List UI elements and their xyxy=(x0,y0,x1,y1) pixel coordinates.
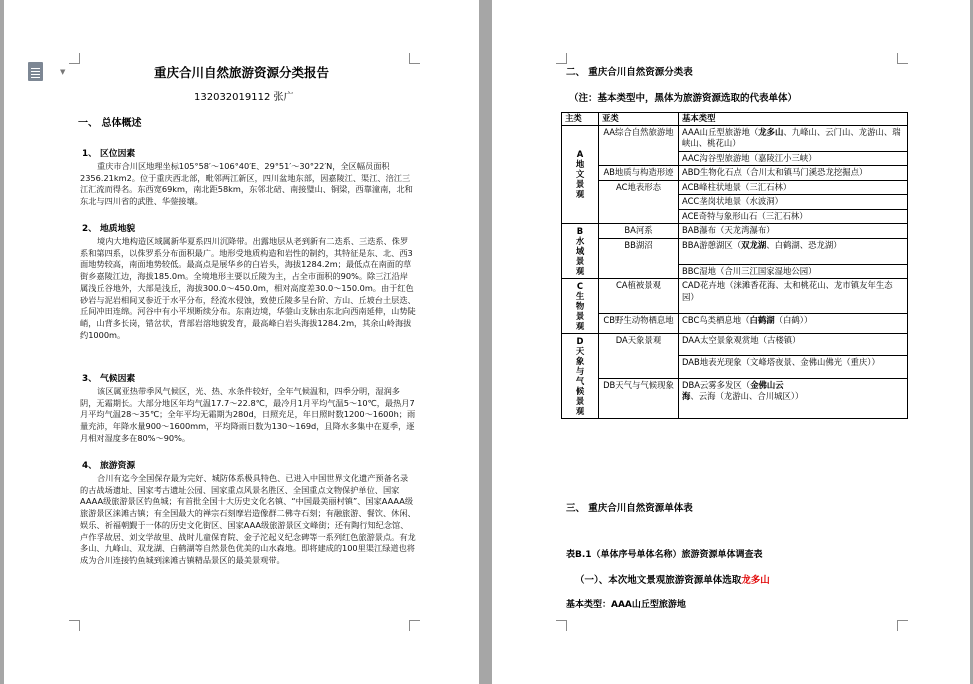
document-page-right xyxy=(492,0,970,684)
subsection-a-heading xyxy=(575,576,770,586)
basic-type-text: 双龙湖 xyxy=(741,239,767,250)
subcategory-cell: BA河系 xyxy=(599,224,679,239)
table-row xyxy=(562,314,908,334)
subcategory-cell: AB地质与构造形迹 xyxy=(599,166,679,181)
sub4-heading: 4、 旅游资源 xyxy=(82,461,136,471)
sub4-paragraph: 合川有迄今全国保存最为完好、城防体系极具特色、已进入中国世界文化遗产预备名录的古战场遗址、国家考古遗址公园、国家重点风景名胜区、全国重点文物保护单位、国家AAAA级旅游景区钓鱼城；有首批全国十大历史文化名镇、“中国最美丽村镇”、国家AAAA级旅游景区涞滩古镇；有全国最大的禅宗石刻摩岩造像群二佛寺石刻；有融旅游、餐饮、休闲、娱乐、祈福朝觐于一体的历史文化街区、国家AAA级旅游景区文峰街；还有陶行知纪念馆、卢作孚故居、刘文学故里、战时儿童保育院、金子沱起义纪念碑等一系列红色旅游景点。有龙多山、九峰山、双龙湖、白鹤湖等自然景色优美的山水森地。即将建成的100里渠江绿道也将成为合川连接钓鱼城到涞滩古镇精品景区的最美景观带。 xyxy=(80,473,416,565)
basic-type-text: ACE奇特与象形山石（三汇石林） xyxy=(682,210,808,221)
basic-type-cell xyxy=(679,378,908,418)
basic-type-text: ABD生物化石点（合川太和镇马门溪恐龙挖掘点） xyxy=(682,167,868,177)
table-header-cell: 基本类型 xyxy=(679,113,908,126)
crop-mark xyxy=(409,620,420,631)
subcategory-cell: CB野生动物栖息地 xyxy=(599,314,679,334)
table-header-cell: 主类 xyxy=(562,113,599,126)
crop-mark xyxy=(556,620,567,631)
document-title: 重庆合川自然旅游资源分类报告 xyxy=(154,65,330,80)
table-row xyxy=(562,238,908,264)
major-category-cell: B 水 域 景 观 xyxy=(562,224,599,279)
sub1-paragraph: 重庆市合川区地理坐标105°58′～106°40′E、29°51′～30°22′N，全区幅员面积2356.21km2。位于重庆西北部，毗邻两江新区，四川盆地东部，因嘉陵江、渠江、涪江三江汇流而得名。东西宽69km，南北距58km，东邻北碚、南接璧山、铜梁，西靠潼南，北和东北与四川省的武胜、华蓥接壤。 xyxy=(80,161,413,207)
section1-heading: 一、 总体概述 xyxy=(78,118,142,129)
subcategory-cell: BB湖沼 xyxy=(599,238,679,279)
basic-type-text: 、白鹤湖、恐龙湖） xyxy=(766,239,842,250)
table-header-cell: 亚类 xyxy=(599,113,679,126)
sub1-heading: 1、 区位因素 xyxy=(82,149,136,159)
basic-type-cell xyxy=(679,356,908,378)
subsection-a-prefix: （一）、本次地文景观旅游资源单体选取 xyxy=(575,575,742,586)
basic-type-cell xyxy=(679,224,908,239)
basic-type-text: 白鹤湖 xyxy=(749,315,775,326)
basic-type-cell xyxy=(679,151,908,166)
basic-type-cell xyxy=(679,180,908,195)
basic-type-text: 金佛山云海 xyxy=(682,379,784,402)
crop-mark xyxy=(409,53,420,64)
subcategory-cell: AC地表形态 xyxy=(599,180,679,224)
basic-type-cell xyxy=(679,209,908,224)
basic-type-text: ACB峰柱状地景（三汇石林） xyxy=(682,181,792,192)
basic-type-cell xyxy=(679,279,908,314)
crop-mark xyxy=(897,53,908,64)
basic-type-text: CBC鸟类栖息地（ xyxy=(682,315,750,326)
basic-type-text: BAB瀑布（天龙湾瀑布） xyxy=(682,225,775,235)
basic-type-cell xyxy=(679,264,908,279)
section3-heading: 三、 重庆合川自然资源单体表 xyxy=(566,503,693,514)
basic-type-text: CAD花卉地（涞滩香花海、太和桃花山、龙市镇友年生态园） xyxy=(682,280,893,302)
chevron-down-icon[interactable]: ▼ xyxy=(60,68,66,76)
basic-type-cell xyxy=(679,314,908,334)
crop-mark xyxy=(556,53,567,64)
subcategory-cell: DA天象景观 xyxy=(599,334,679,379)
basic-type-text: ACC垄岗状地景（水波洞） xyxy=(682,196,784,206)
document-icon[interactable] xyxy=(28,62,43,81)
major-category-cell: A 地 文 景 观 xyxy=(562,125,599,224)
basic-type-text: 、九峰山、云门山、龙游山、瑞峡山、桃花山） xyxy=(682,126,901,148)
table-row xyxy=(562,224,908,239)
basic-type-text: DAA太空景象观赏地（古楼镇） xyxy=(682,335,801,345)
crop-mark xyxy=(897,620,908,631)
table-row xyxy=(562,279,908,314)
sub3-paragraph: 该区属亚热带季风气候区，光、热、水条件较好，全年气候温和，四季分明，湿润多阴，无霜期长。大部分地区年均气温17.7～22.8℃，最冷月1月平均气温5～10℃，最热月7月平均气温28～35℃；全年平均无霜期为280d，日照充足，年日照时数1200～1600h；雨量充沛，年降水量900～1600mm，平均降雨日数为130～169d，且降水多集中在夏季，逐月相对湿度多在80%～90%。 xyxy=(80,386,416,443)
basic-type-text: BBC湿地（合川三江国家湿地公园） xyxy=(682,265,817,276)
basic-type-text: AAA山丘型旅游地（ xyxy=(682,126,759,137)
basic-type-cell xyxy=(679,195,908,210)
crop-mark xyxy=(69,620,80,631)
table-row xyxy=(562,378,908,418)
basic-type-line: 基本类型：AAA山丘型旅游地 xyxy=(566,600,686,610)
highlighted-resource: 龙多山 xyxy=(741,575,770,586)
sub3-heading: 3、 气候因素 xyxy=(82,374,136,384)
basic-type-text: BBA游憩湖区（ xyxy=(682,239,742,250)
basic-type-cell xyxy=(679,125,908,151)
classification-table xyxy=(561,112,908,419)
table-row xyxy=(562,180,908,195)
table-row xyxy=(562,166,908,181)
major-category-cell: C 生 物 景 观 xyxy=(562,279,599,334)
sub2-heading: 2、 地质地貌 xyxy=(82,224,136,234)
basic-type-cell xyxy=(679,166,908,181)
basic-type-text: 、云海（龙游山、合川城区）） xyxy=(690,391,804,402)
document-page-left xyxy=(4,0,479,684)
table-header-row xyxy=(562,113,908,126)
basic-type-text: （白鹤）） xyxy=(774,315,813,326)
subcategory-cell: DB天气与气候现象 xyxy=(599,378,679,418)
crop-mark xyxy=(69,53,80,64)
table-b1-title: 表B.1（单体序号单体名称）旅游资源单体调查表 xyxy=(566,550,763,560)
basic-type-text: DBA云雾多发区（ xyxy=(682,379,751,390)
table-note: （注：基本类型中，黑体为旅游资源选取的代表单体） xyxy=(569,93,798,104)
section2-heading: 二、 重庆合川自然资源分类表 xyxy=(566,67,693,78)
table-row xyxy=(562,334,908,356)
major-category-cell: D 天 象 与 气 候 景 观 xyxy=(562,334,599,419)
basic-type-cell xyxy=(679,334,908,356)
author-line: 132032019112 张广 xyxy=(194,92,294,103)
basic-type-cell xyxy=(679,238,908,264)
subcategory-cell: CA植被景观 xyxy=(599,279,679,314)
sub2-paragraph: 境内大地构造区域属新华夏系四川沉降带。出露地层从老到新有二迭系、三迭系、侏罗系和第四系，以侏罗系分布面积最广。地形受地质构造和岩性的制约，其特征是东、北、西3面地势较高，南面地势较低。最高点是展华乡的白岩头，海拔1284.2m；最低点在南面的草街乡嘉陵江边，海拔185.0m。全境地形主要以丘陵为主，占全市面积的90%。除三江沿岸属浅丘谷地外，大部是浅丘，海拔300.0～450.0m，相对高度差30.0～150.0m。由于红色砂岩与泥岩相间叉参近于水平分布，经流水侵蚀，致使丘陵多呈台阶、方山、丘坡台土层迭、丘间冲田连绵。河谷中有小平坝断续分布。东南边境，华蓥山支脉由东北向西南延伸，山势陡峭，山背多长岗，错岔状，背部岩溶地貌发育，最高峰白岩头海拔1284.2m，其余山岭海拔约1000m。 xyxy=(80,236,416,340)
subcategory-cell: AA综合自然旅游地 xyxy=(599,125,679,166)
basic-type-text: DAB地表光现象（文峰塔夜景、金佛山佛光（重庆）） xyxy=(682,357,880,368)
basic-type-text: AAC沟谷型旅游地（嘉陵江小三峡） xyxy=(682,152,817,163)
table-row xyxy=(562,125,908,151)
basic-type-text: 龙多山 xyxy=(758,126,784,137)
